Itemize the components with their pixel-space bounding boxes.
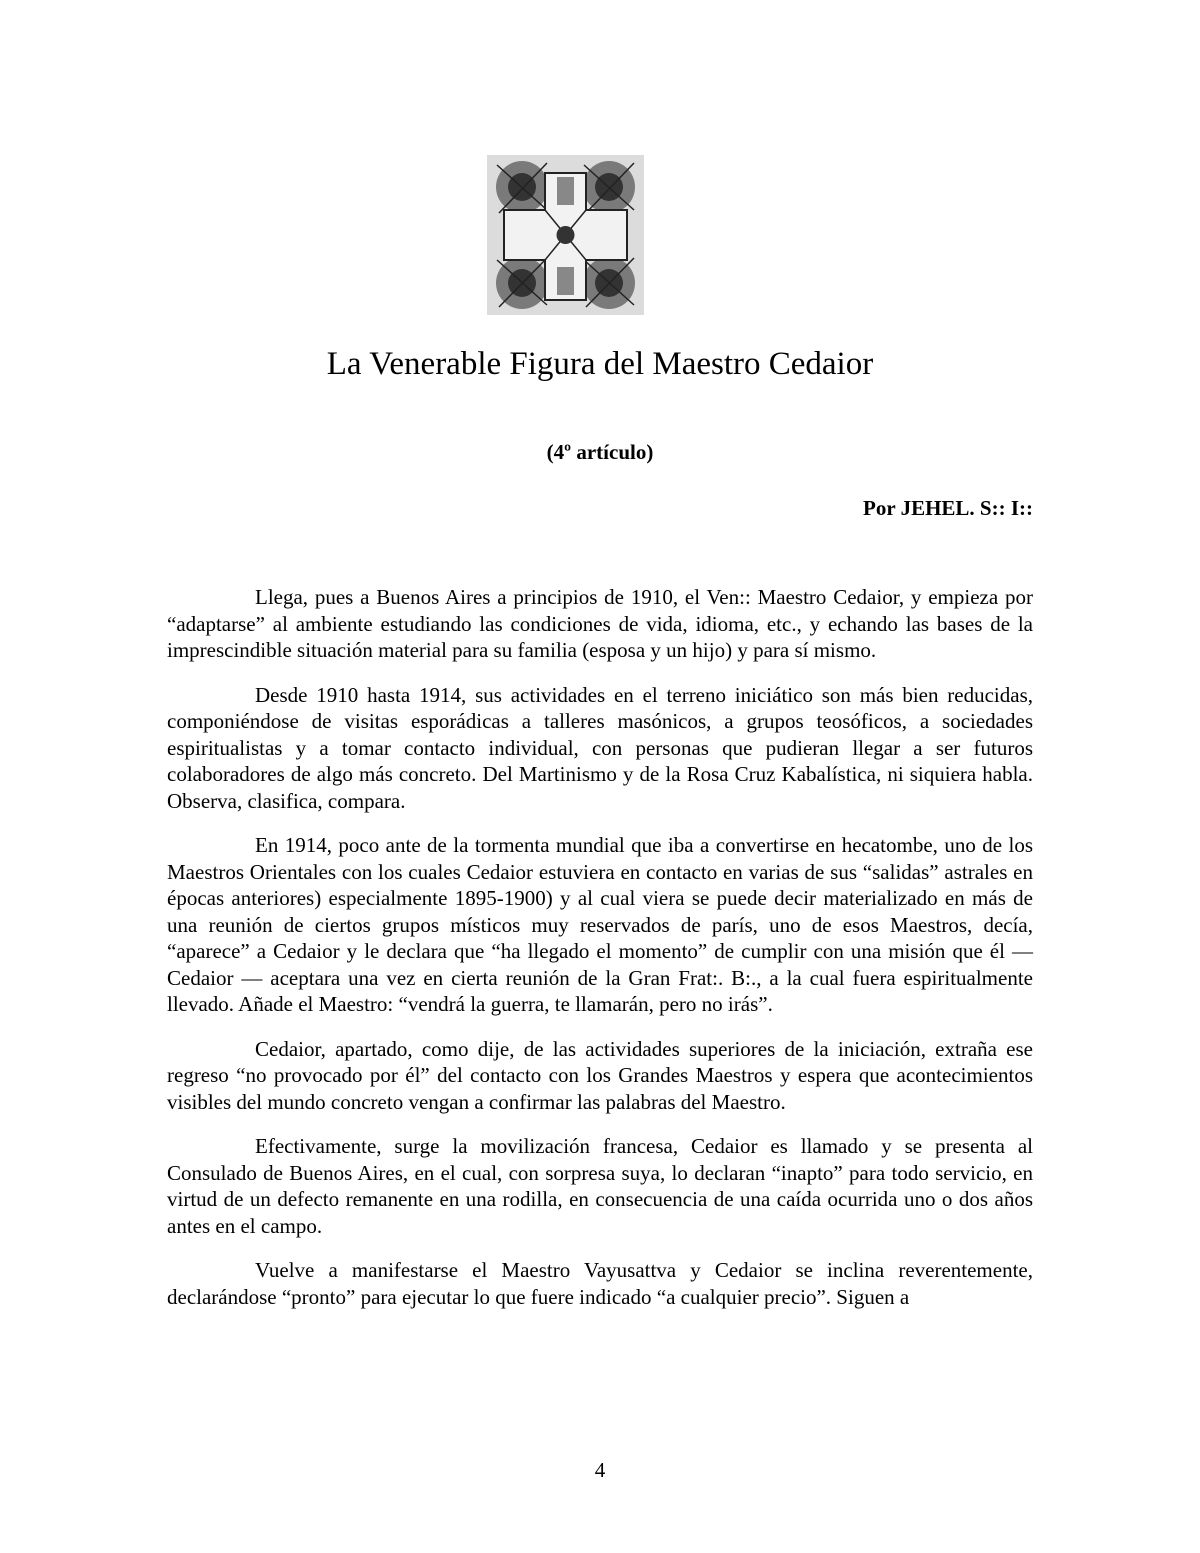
paragraph: Desde 1910 hasta 1914, sus actividades en el terreno iniciático son más bien reducidas, componiéndose de visitas esporádicas a talleres masónicos, a grupos teosóficos, a sociedades espiritualistas y a tomar contacto individual, con personas que pudieran llegar a ser futuros colaboradores de algo más concreto. Del Martinismo y de la Rosa Cruz Kabalística, ni siquiera habla. Observa, clasifica, compara. (167, 682, 1033, 813)
paragraph: En 1914, poco ante de la tormenta mundial que iba a convertirse en hecatombe, uno de los Maestros Orientales con los cuales Cedaior estuviera en contacto en varias de sus “salidas” astrales en épocas anteriores) especialmente 1895-1900) y al cual viera se puede decir materializado en más de una reunión de ciertos grupos místicos muy reservados de parís, uno de esos Maestros, decía, “aparece” a Cedaior y le declara que “ha llegado el momento” de cumplir con una misión que él — Cedaior — aceptara una vez en cierta reunión de la Gran Frat:. B:., a la cual fuera espiritualmente llevado. Añade el Maestro: “vendrá la guerra, te llamarán, pero no irás”. (167, 833, 1033, 1016)
author-line: Por JEHEL. S:: I:: (863, 496, 1033, 520)
paragraph: Vuelve a manifestarse el Maestro Vayusattva y Cedaior se inclina reverentemente, declarándose “pronto” para ejecutar lo que fuere indicado “a cualquier precio”. Siguen a (167, 1258, 1033, 1309)
paragraph: Cedaior, apartado, como dije, de las actividades superiores de la iniciación, extraña ese regreso “no provocado por él” del contacto con los Grandes Maestros y espera que acontecimientos visibles del mundo concreto vengan a confirmar las palabras del Maestro. (167, 1036, 1033, 1114)
article-number: (4º artículo) (546, 440, 654, 464)
paragraph: Efectivamente, surge la movilización francesa, Cedaior es llamado y se presenta al Consulado de Buenos Aires, en el cual, con sorpresa suya, lo declaran “inapto” para todo servicio, en virtud de un defecto remanente en una rodilla, en consecuencia de una caída ocurrida uno o dos años antes en el campo. (167, 1134, 1033, 1238)
document-title: La Venerable Figura del Maestro Cedaior (326, 346, 874, 382)
emblem-image (487, 155, 644, 315)
paragraph: Llega, pues a Buenos Aires a principios de 1910, el Ven:: Maestro Cedaior, y empieza por “adaptarse” al ambiente estudiando las condiciones de vida, idioma, etc., y echando las bases de la imprescindible situación material para su familia (esposa y un hijo) y para sí mismo. (167, 585, 1033, 662)
article-body (167, 584, 1033, 1328)
page-number: 4 (594, 1458, 606, 1482)
